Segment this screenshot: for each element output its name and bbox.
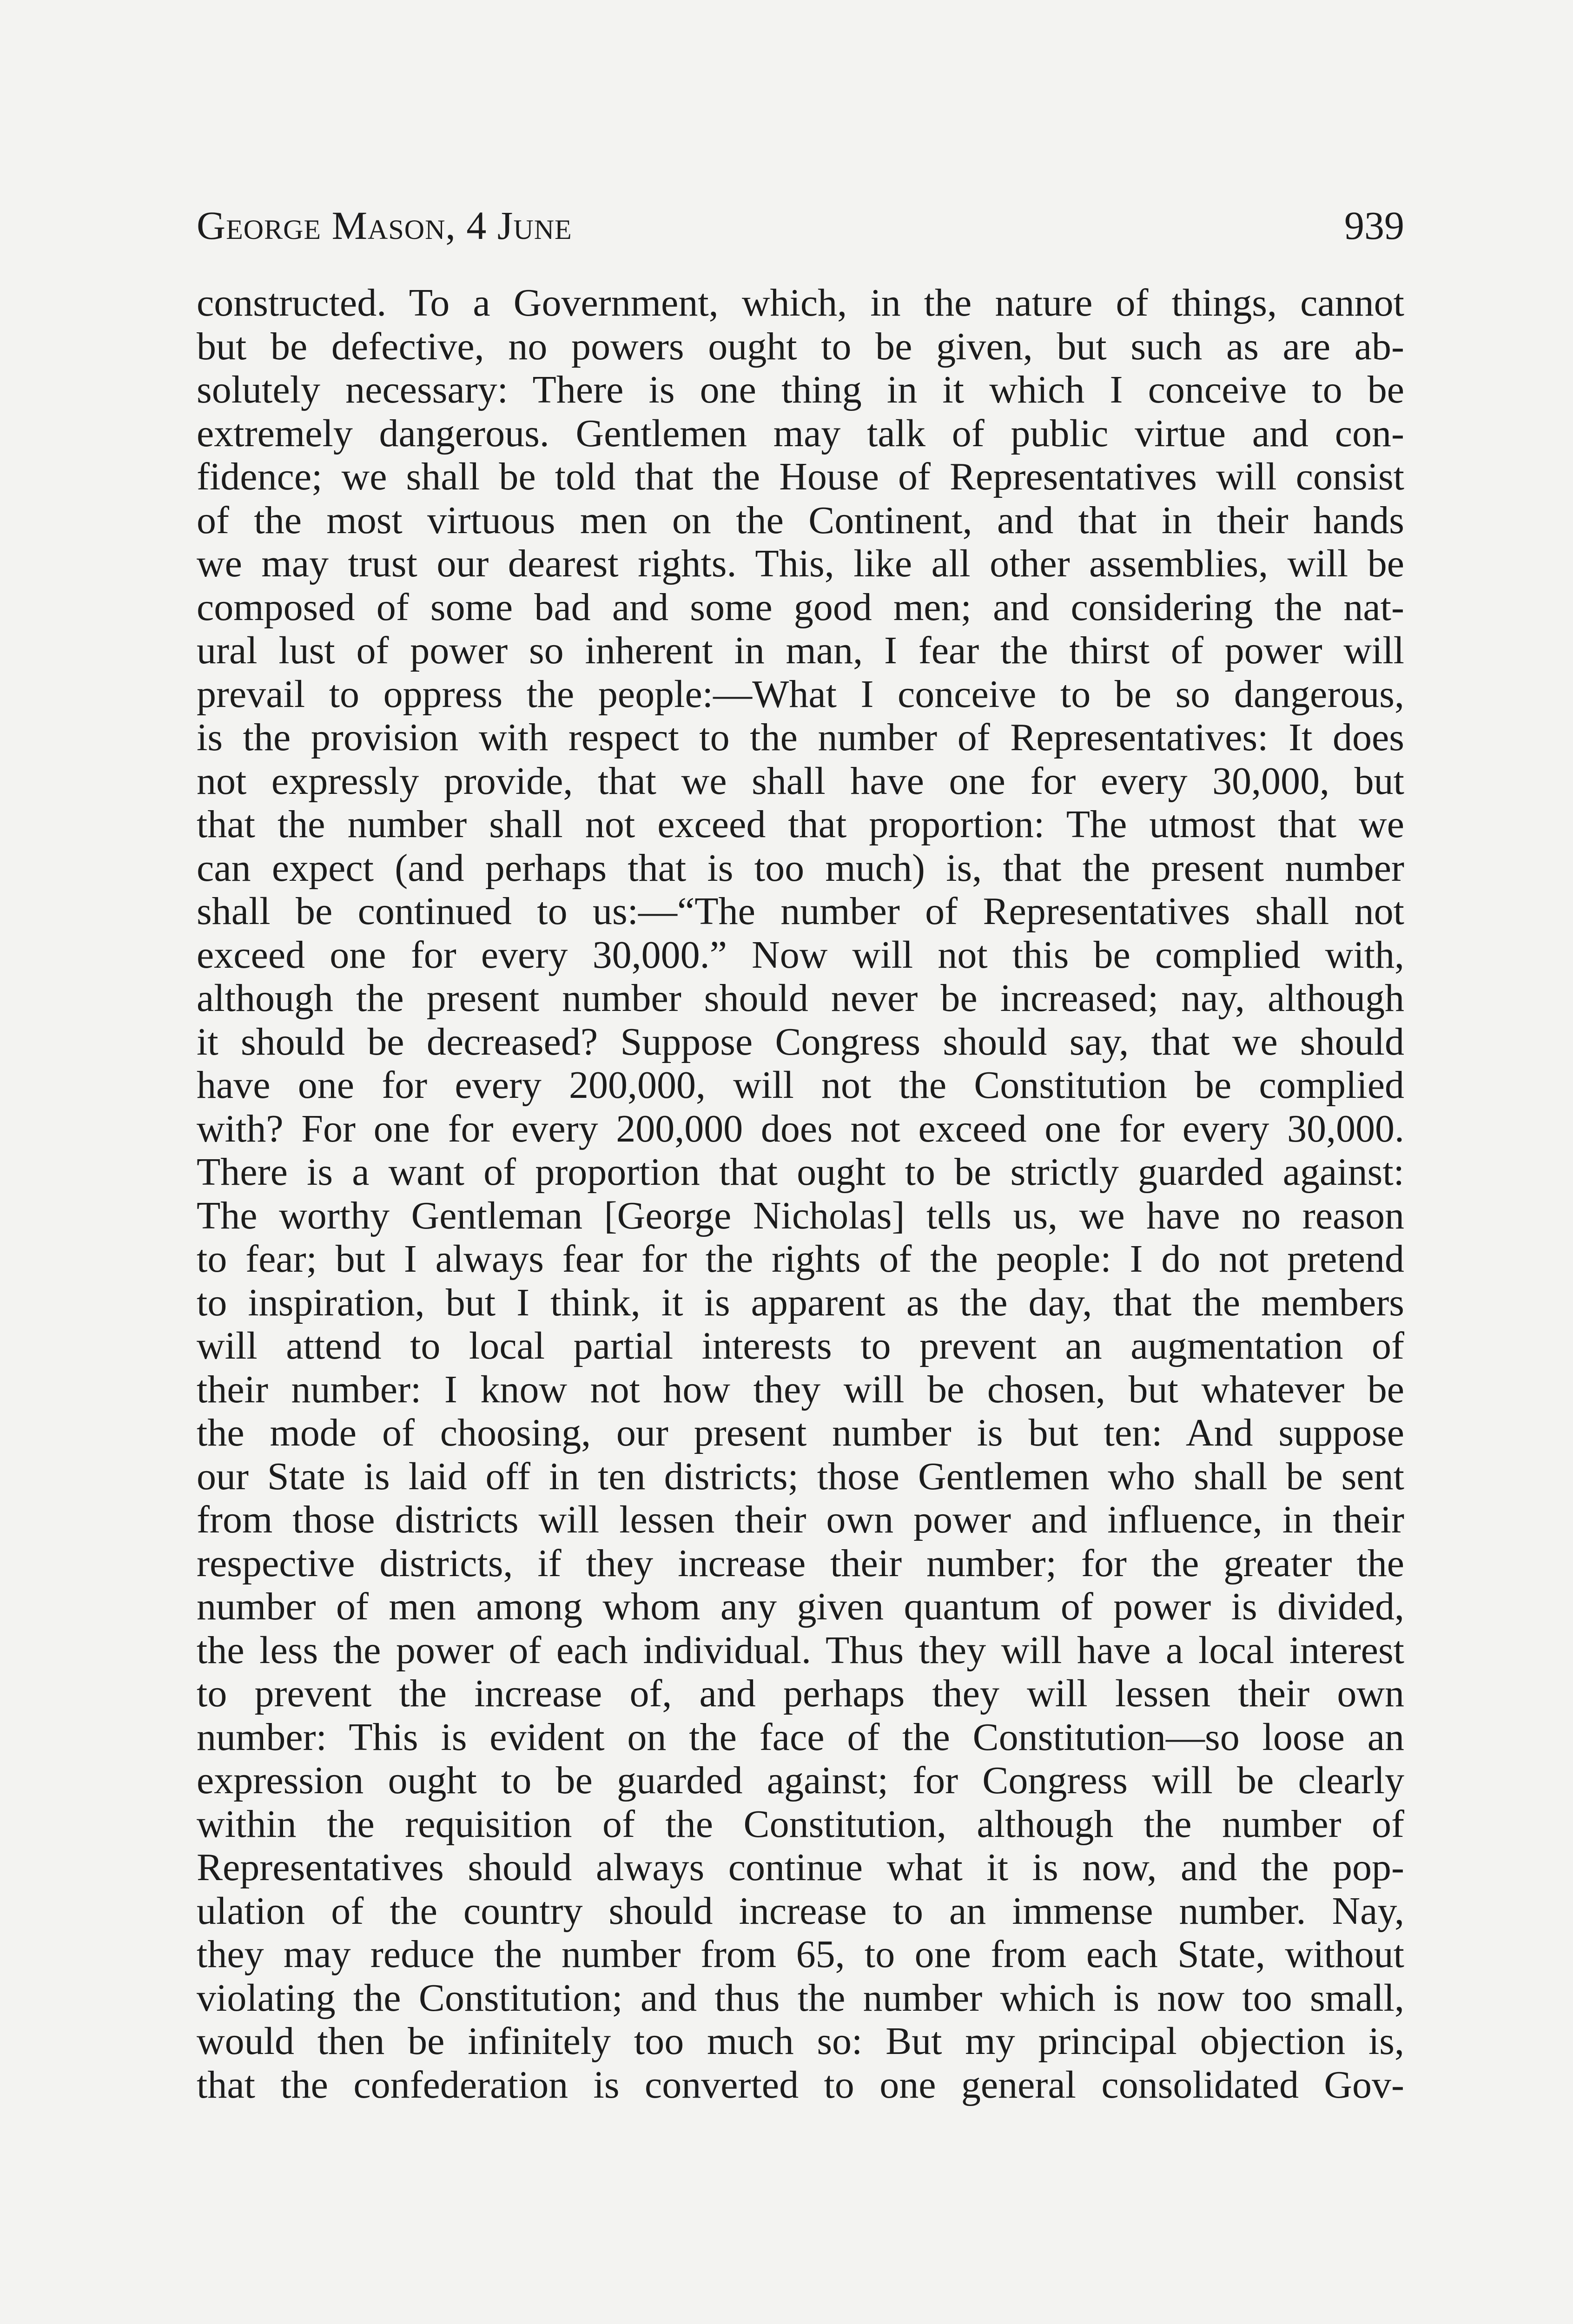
text-line: There is a want of proportion that ought to be strictly guarded against: <box>197 1150 1404 1194</box>
text-line: within the requisition of the Constitution, although the number of <box>197 1802 1404 1846</box>
text-line: to fear; but I always fear for the rights of the people: I do not pretend <box>197 1237 1404 1281</box>
text-line: fidence; we shall be told that the House of Representatives will consist <box>197 455 1404 498</box>
text-line: respective districts, if they increase their number; for the greater the <box>197 1541 1404 1585</box>
text-line: the mode of choosing, our present number is but ten: And suppose <box>197 1411 1404 1454</box>
text-line: the less the power of each individual. Thus they will have a local interest <box>197 1628 1404 1672</box>
text-line: extremely dangerous. Gentlemen may talk of public virtue and con- <box>197 411 1404 455</box>
text-line: with? For one for every 200,000 does not exceed one for every 30,000. <box>197 1107 1404 1150</box>
text-line: is the provision with respect to the number of Representatives: It does <box>197 716 1404 759</box>
text-line: not expressly provide, that we shall have one for every 30,000, but <box>197 759 1404 803</box>
text-line: can expect (and perhaps that is too much) is, that the present number <box>197 846 1404 890</box>
text-line: expression ought to be guarded against; for Congress will be clearly <box>197 1759 1404 1802</box>
text-line: number of men among whom any given quantum of power is divided, <box>197 1585 1404 1628</box>
running-title: George Mason, 4 June <box>197 203 572 248</box>
text-line: our State is laid off in ten districts; those Gentlemen who shall be sent <box>197 1454 1404 1498</box>
text-line: from those districts will lessen their own power and influence, in their <box>197 1498 1404 1541</box>
text-line: exceed one for every 30,000.” Now will not this be complied with, <box>197 933 1404 977</box>
text-line: violating the Constitution; and thus the number which is now too small, <box>197 1976 1404 2020</box>
text-line: prevail to oppress the people:—What I conceive to be so dangerous, <box>197 672 1404 716</box>
text-line: to prevent the increase of, and perhaps they will lessen their own <box>197 1672 1404 1715</box>
text-line: solutely necessary: There is one thing in it which I conceive to be <box>197 368 1404 411</box>
text-line: shall be continued to us:—“The number of Representatives shall not <box>197 890 1404 933</box>
text-line: they may reduce the number from 65, to one from each State, without <box>197 1933 1404 1976</box>
text-line: their number: I know not how they will be chosen, but whatever be <box>197 1367 1404 1411</box>
text-line: to inspiration, but I think, it is apparent as the day, that the members <box>197 1281 1404 1324</box>
text-line: that the confederation is converted to one general consolidated Gov- <box>197 2063 1404 2106</box>
text-line: composed of some bad and some good men; and considering the nat- <box>197 585 1404 629</box>
text-line: we may trust our dearest rights. This, like all other assemblies, will be <box>197 542 1404 585</box>
text-line: ural lust of power so inherent in man, I fear the thirst of power will <box>197 629 1404 672</box>
text-line: The worthy Gentleman [George Nicholas] tells us, we have no reason <box>197 1194 1404 1237</box>
text-line: of the most virtuous men on the Continent, and that in their hands <box>197 498 1404 542</box>
text-line: that the number shall not exceed that proportion: The utmost that we <box>197 803 1404 846</box>
text-line: have one for every 200,000, will not the Constitution be complied <box>197 1063 1404 1107</box>
text-line: would then be infinitely too much so: But my principal objection is, <box>197 2020 1404 2063</box>
body-text <box>197 281 1404 2106</box>
text-line: constructed. To a Government, which, in the nature of things, cannot <box>197 281 1404 324</box>
running-head <box>197 202 1405 258</box>
page-number: 939 <box>1344 203 1404 248</box>
text-line: number: This is evident on the face of the Constitution—so loose an <box>197 1715 1404 1759</box>
text-line: it should be decreased? Suppose Congress should say, that we should <box>197 1020 1404 1063</box>
text-line: will attend to local partial interests to prevent an augmentation of <box>197 1324 1404 1367</box>
text-line: ulation of the country should increase to an immense number. Nay, <box>197 1889 1404 1933</box>
text-line: although the present number should never be increased; nay, although <box>197 977 1404 1020</box>
text-line: but be defective, no powers ought to be given, but such as are ab- <box>197 324 1404 368</box>
text-line: Representatives should always continue what it is now, and the pop- <box>197 1846 1404 1889</box>
